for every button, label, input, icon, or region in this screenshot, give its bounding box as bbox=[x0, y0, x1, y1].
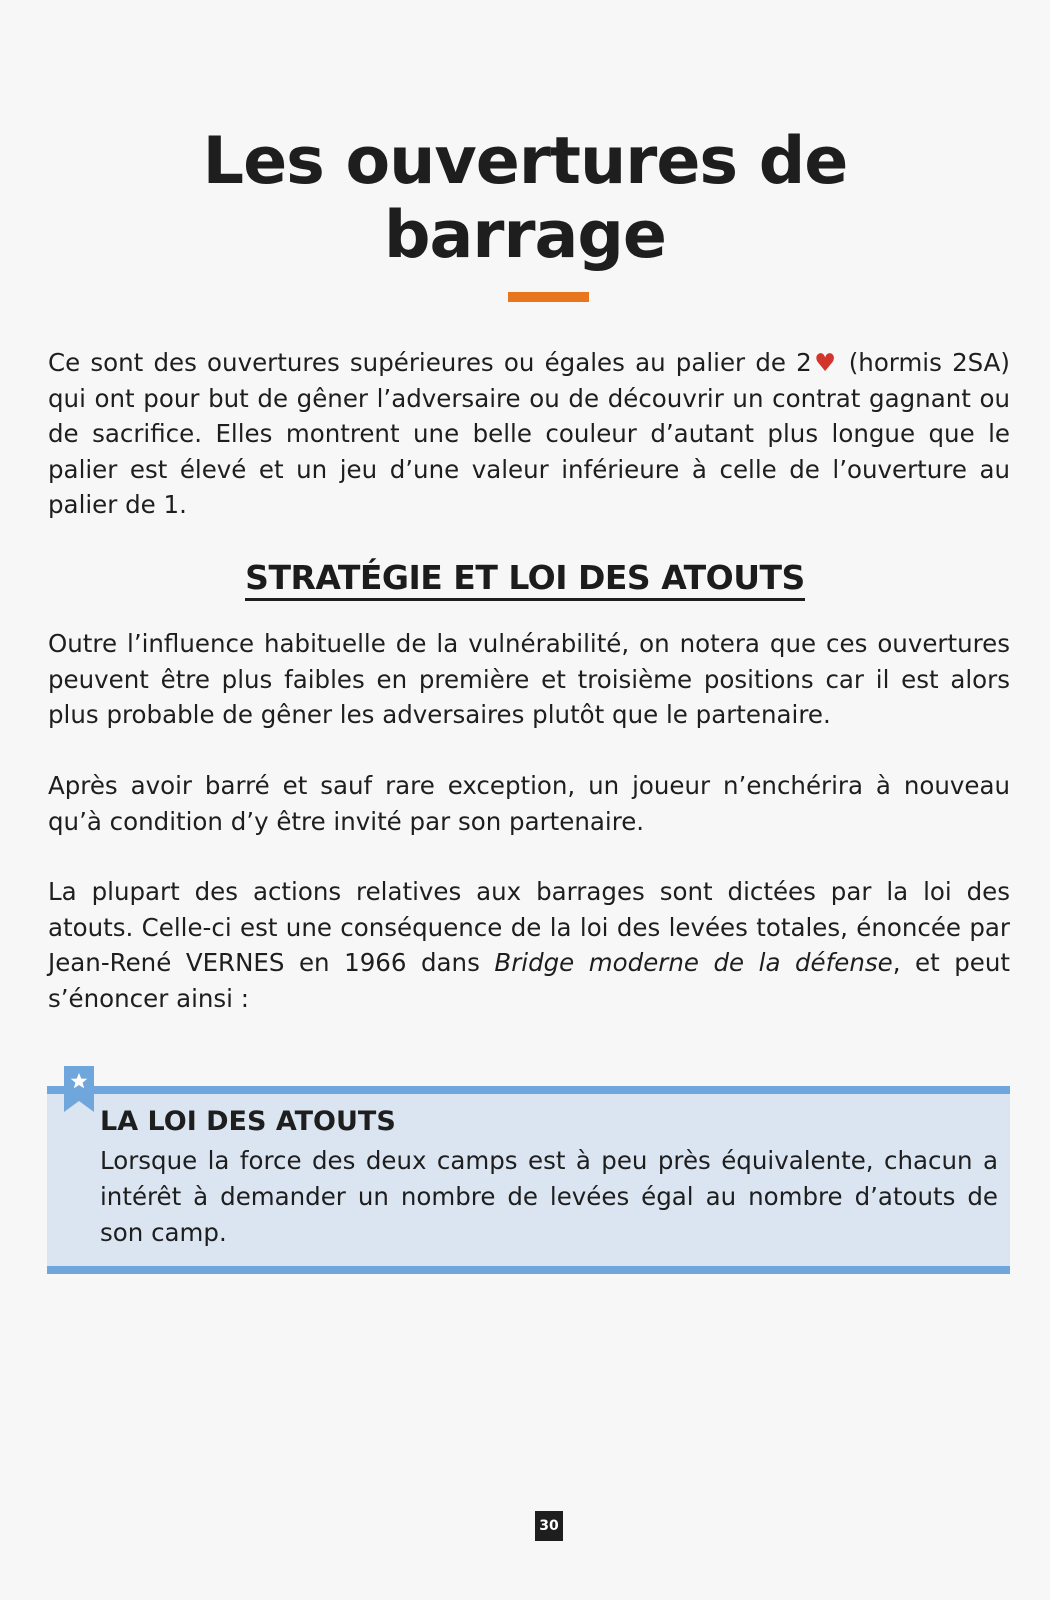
page-title bbox=[0, 125, 1050, 273]
callout-title: LA LOI DES ATOUTS bbox=[100, 1106, 396, 1137]
callout-text: Lorsque la force des deux camps est à peu près équivalente, chacun a intérêt à demander un nombre de levées égal au nombre d’atouts de son camp. bbox=[100, 1146, 998, 1247]
title-line-2: barrage bbox=[384, 198, 666, 273]
section-heading-text: STRATÉGIE ET LOI DES ATOUTS bbox=[245, 558, 805, 601]
page-number: 30 bbox=[535, 1511, 563, 1541]
book-title: Bridge moderne de la défense bbox=[494, 948, 893, 977]
intro-paragraph bbox=[48, 345, 1010, 523]
section-paragraph-3 bbox=[48, 874, 1010, 1016]
title-accent-rule bbox=[508, 292, 589, 302]
section-heading bbox=[0, 556, 1050, 600]
heart-suit-icon: ♥ bbox=[811, 348, 839, 377]
bookmark-ribbon-icon bbox=[64, 1066, 94, 1112]
section-paragraph-2: Après avoir barré et sauf rare exception, un joueur n’enchérira à nouveau qu’à condition d’y être invité par son partenaire. bbox=[48, 771, 1010, 836]
section-paragraph-1: Outre l’influence habituelle de la vulnérabilité, on notera que ces ouvertures peuvent être plus faibles en première et troisième positions car il est alors plus probable de gêner les adversaires plutôt que le partenaire. bbox=[48, 629, 1010, 729]
title-line-1: Les ouvertures de bbox=[202, 124, 848, 199]
intro-text-start: Ce sont des ouvertures supérieures ou égales au palier de 2 bbox=[48, 348, 812, 377]
paragraph-3-start: La plupart des actions relatives aux barrages sont dictées par la loi des atouts. Celle-ci est une conséquence de la loi des levées totales, énoncée par Jean-René VERNES en 1966 dans bbox=[48, 877, 1010, 977]
intro-text-end: (hormis 2SA) qui ont pour but de gêner l’adversaire ou de découvrir un contrat gagnant ou de sacrifice. Elles montrent une belle couleur d’autant plus longue que le palier est élevé et un jeu d’une valeur inférieure à celle de l’ouverture au palier de 1. bbox=[48, 348, 1010, 519]
paragraph-3-end: , et peut s’énoncer ainsi : bbox=[48, 948, 1010, 1013]
